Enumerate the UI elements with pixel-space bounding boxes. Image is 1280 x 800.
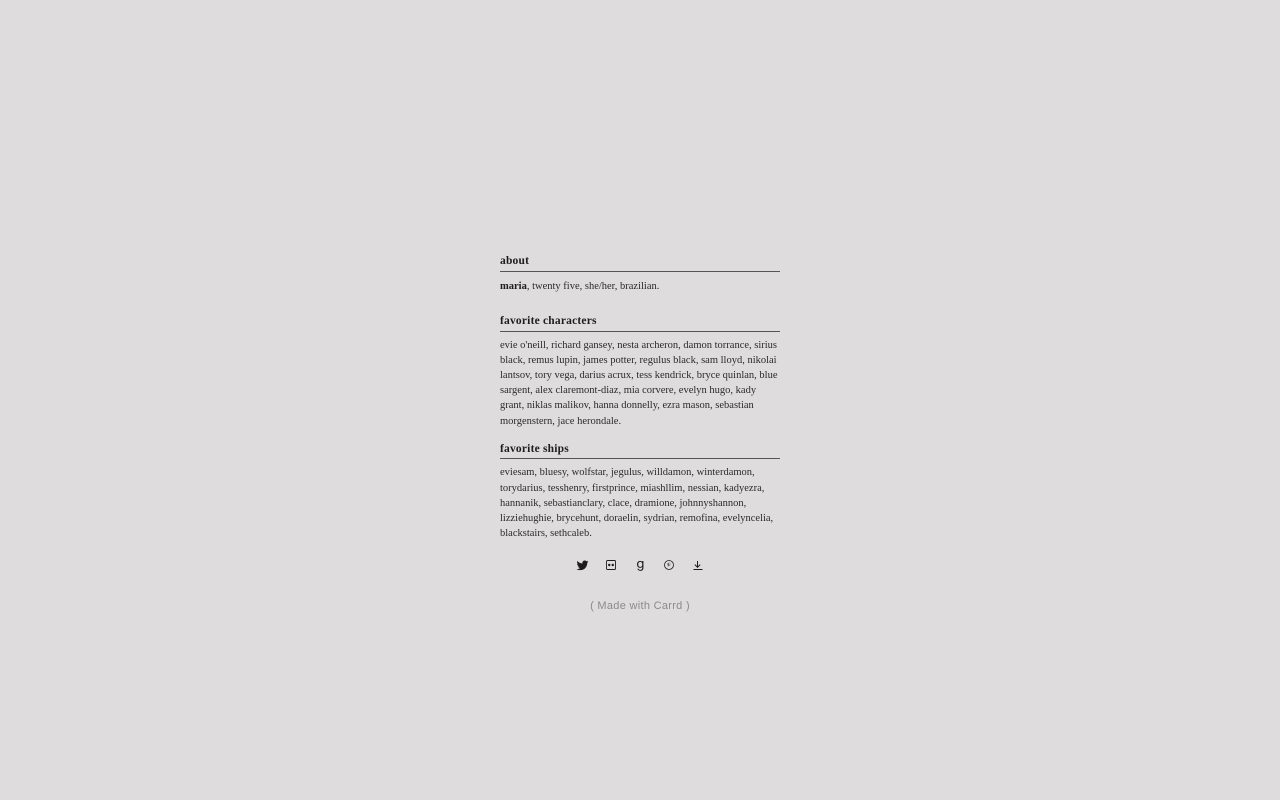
goodreads-icon[interactable]	[634, 559, 647, 572]
social-links	[500, 559, 780, 572]
profile-card	[500, 255, 780, 612]
favorite-ships-text: eviesam, bluesy, wolfstar, jegulus, willdamon, winterdamon, torydarius, tesshenry, firstprince, miashllim, nessian, kadyezra, hannanik, sebastianclary, clace, dramione, johnnyshannon, lizziehughie, brycehunt, doraelin, sydrian, remofina, evelyncelia, blackstairs, sethcaleb.	[500, 467, 774, 540]
favorite-characters-section	[500, 315, 780, 429]
letterboxd-icon[interactable]	[605, 559, 618, 572]
favorite-ships-section	[500, 443, 780, 542]
download-icon[interactable]	[692, 559, 705, 572]
spacer-after-about	[500, 294, 780, 315]
twitter-icon[interactable]	[576, 559, 589, 572]
about-section	[500, 255, 780, 294]
favorite-characters-heading: favorite characters	[500, 315, 780, 332]
spacer-after-ships	[500, 542, 780, 559]
pinterest-icon[interactable]	[663, 559, 676, 572]
footer-credit[interactable]: ( Made with Carrd )	[590, 599, 690, 612]
about-details: , twenty five, she/her, brazilian.	[526, 280, 660, 292]
about-name: maria	[500, 280, 527, 292]
favorite-characters-text: evie o'neill, richard gansey, nesta archeron, damon torrance, sirius black, remus lupin, james potter, regulus black, sam lloyd, nikolai lantsov, tory vega, darius acrux, tess kendrick, bryce quinlan, blue sargent, alex claremont-diaz, mia corvere, evelyn hugo, kady grant, niklas malikov, hanna donnelly, ezra mason, sebastian morgenstern, jace herondale.	[500, 339, 778, 427]
favorite-ships-heading: favorite ships	[500, 443, 780, 460]
about-text	[500, 279, 780, 294]
spacer-after-characters	[500, 429, 780, 443]
about-heading: about	[500, 255, 780, 272]
